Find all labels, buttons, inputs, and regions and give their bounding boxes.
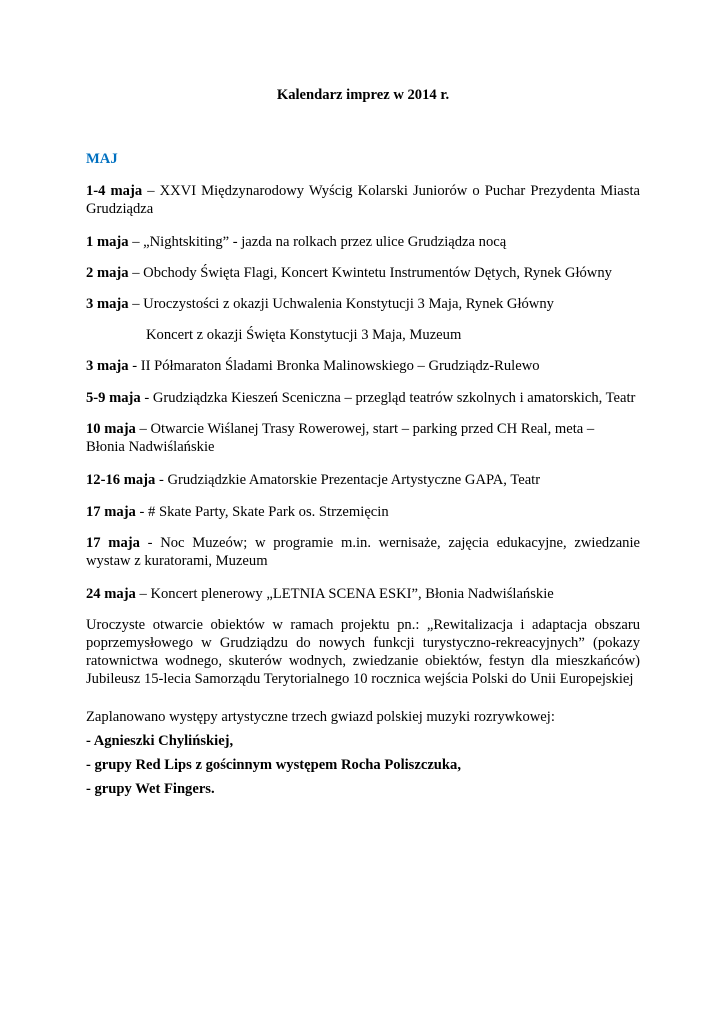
event-entry [86, 295, 640, 313]
event-entry [86, 233, 640, 251]
event-date: 17 maja [86, 504, 136, 520]
event-date: 17 maja [86, 535, 140, 551]
event-entry [86, 357, 640, 375]
event-text: – „Nightskiting” - jazda na rolkach przez ulice Grudziądza nocą [128, 234, 507, 250]
star-item: - grupy Wet Fingers. [86, 781, 215, 797]
event-date: 24 maja [86, 586, 136, 602]
event-text: - Grudziądzkie Amatorskie Prezentacje Artystyczne GAPA, Teatr [155, 472, 541, 488]
event-text: – Otwarcie Wiślanej Trasy Rowerowej, start – parking przed CH Real, meta – Błonia Nadwiślańskie [86, 421, 595, 455]
event-date: 1-4 maja [86, 183, 143, 199]
event-text: - II Półmaraton Śladami Bronka Malinowskiego – Grudziądz-Rulewo [128, 358, 540, 374]
event-entry [86, 503, 640, 521]
opening-paragraph: Uroczyste otwarcie obiektów w ramach projektu pn.: „Rewitalizacja i adaptacja obszaru poprzemysłowego w Grudziądzu do nowych funkcji turystyczno-rekreacyjnych” (pokazy ratownictwa wodnego, skuterów wodnych, zwiedzanie obiektów, festyn dla mieszkańców) Jubileusz 15-lecia Samorządu Terytorialnego 10 rocznica wejścia Polski do Unii Europejskiej [86, 617, 640, 687]
star-item: - Agnieszki Chylińskiej, [86, 733, 234, 749]
event-entry [86, 326, 700, 344]
event-text: - Noc Muzeów; w programie m.in. wernisaże, zajęcia edukacyjne, zwiedzanie wystaw z kuratorami, Muzeum [86, 535, 641, 569]
event-date: 2 maja [86, 265, 129, 281]
event-entry [86, 182, 640, 218]
stars-intro: Zaplanowano występy artystyczne trzech gwiazd polskiej muzyki rozrywkowej: [86, 709, 555, 725]
event-date: 3 maja [86, 358, 129, 374]
document-title: Kalendarz imprez w 2014 r. [276, 87, 450, 103]
event-entry [86, 585, 640, 603]
event-text: - # Skate Party, Skate Park os. Strzemięcin [135, 504, 389, 520]
event-text: – Obchody Święta Flagi, Koncert Kwintetu Instrumentów Dętych, Rynek Główny [128, 265, 612, 281]
event-date: 5-9 maja [86, 390, 141, 406]
event-entry [86, 264, 640, 282]
event-date: 1 maja [86, 234, 129, 250]
event-date: 10 maja [86, 421, 136, 437]
event-entry [86, 389, 640, 407]
event-text: – XXVI Międzynarodowy Wyścig Kolarski Juniorów o Puchar Prezydenta Miasta Grudziądza [86, 183, 640, 217]
document-page [86, 0, 640, 1024]
month-heading: MAJ [86, 151, 118, 167]
event-text: - Grudziądzka Kieszeń Sceniczna – przegląd teatrów szkolnych i amatorskich, Teatr [140, 390, 636, 406]
event-entry [86, 471, 640, 489]
event-text: – Uroczystości z okazji Uchwalenia Konstytucji 3 Maja, Rynek Główny [128, 296, 554, 312]
event-text: – Koncert plenerowy „LETNIA SCENA ESKI”, Błonia Nadwiślańskie [135, 586, 554, 602]
star-item: - grupy Red Lips z gościnnym występem Rocha Poliszczuka, [86, 757, 461, 773]
event-text: Koncert z okazji Święta Konstytucji 3 Maja, Muzeum [146, 327, 462, 343]
event-entry [86, 534, 640, 570]
event-date: 12-16 maja [86, 472, 156, 488]
event-date: 3 maja [86, 296, 129, 312]
event-entry [86, 420, 616, 456]
